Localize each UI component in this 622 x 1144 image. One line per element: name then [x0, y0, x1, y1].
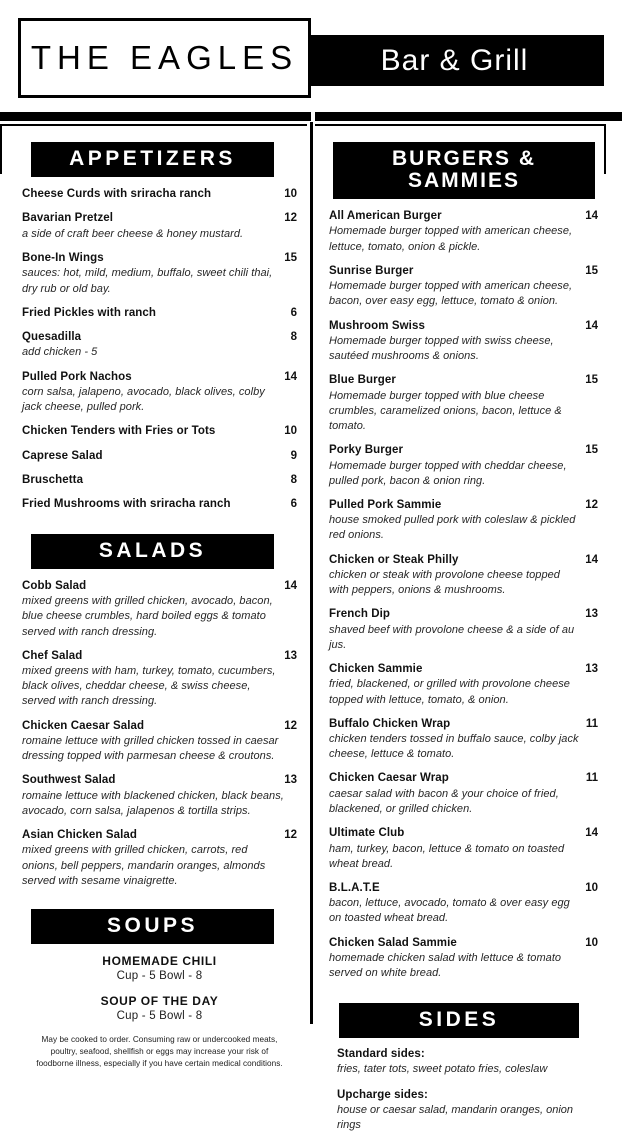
section-header-salads	[31, 534, 274, 569]
menu-item-head	[22, 424, 297, 438]
rule-thin-right	[315, 124, 606, 126]
menu-item-description: corn salsa, jalapeno, avocado, black olives, colby jack cheese, pulled pork.	[22, 385, 265, 414]
salads-list	[22, 579, 297, 889]
menu-item	[329, 607, 598, 653]
menu-item	[22, 649, 297, 710]
menu-item-name: Quesadilla	[22, 331, 82, 344]
menu-item	[22, 330, 297, 361]
menu-item-name: Cheese Curds with sriracha ranch	[22, 188, 212, 201]
tagline-text: Bar & Grill	[380, 43, 529, 77]
menu-item-price: 12	[284, 719, 297, 732]
menu-item-description: romaine lettuce with blackened chicken, black beans, avocado, corn salsa, jalapenos & tortilla strips.	[22, 789, 284, 817]
menu-item-price: 12	[284, 829, 297, 842]
menu-item-description: romaine lettuce with grilled chicken tossed in caesar dressing topped with parmesan cheese & croutons.	[22, 735, 279, 763]
menu-item-price: 12	[284, 212, 297, 225]
menu-item-head	[22, 828, 297, 842]
tagline-bar	[305, 35, 604, 86]
menu-item-head	[329, 264, 598, 278]
menu-item	[329, 826, 598, 872]
menu-item-name: All American Burger	[329, 210, 442, 223]
menu-item-price: 13	[284, 649, 297, 662]
menu-item-name: Asian Chicken Salad	[22, 829, 138, 842]
menu-item-head	[22, 370, 297, 384]
menu-item-price: 8	[290, 331, 297, 344]
menu-item-price: 13	[284, 774, 297, 787]
menu-item-description: caesar salad with bacon & your choice of fried, blackened, or grilled chicken.	[329, 787, 559, 815]
menu-item-description: shaved beef with provolone cheese & a side of au jus.	[329, 623, 575, 651]
column-divider	[310, 122, 313, 1024]
right-edge-rule	[604, 124, 606, 174]
menu-item-price: 6	[290, 498, 297, 511]
menu-item	[22, 251, 297, 297]
menu-item-name: Chicken Tenders with Fries or Tots	[22, 425, 216, 438]
menu-item-name: Mushroom Swiss	[329, 319, 425, 332]
menu-item-name: Fried Mushrooms with sriracha ranch	[22, 498, 231, 511]
menu-item-description: Homemade burger topped with american cheese, bacon, over easy egg, lettuce, tomato & onion.	[329, 280, 573, 308]
menu-item	[329, 553, 598, 599]
menu-item-price: 14	[585, 319, 598, 332]
menu-item-price: 15	[585, 444, 598, 457]
menu-item-name: Bruschetta	[22, 474, 84, 487]
menu-item-price: 12	[585, 498, 598, 511]
menu-item-name: Sunrise Burger	[329, 264, 414, 277]
menu-item-name: Caprese Salad	[22, 449, 103, 462]
menu-item	[22, 211, 297, 242]
menu-item-name: Chicken Caesar Wrap	[329, 772, 449, 785]
menu-item-head	[22, 773, 297, 787]
menu-item-description: Homemade burger topped with cheddar cheese, pulled pork, bacon & onion ring.	[329, 459, 567, 487]
menu-item-description: chicken or steak with provolone cheese topped with peppers, onions & mushrooms.	[329, 568, 560, 597]
menu-item-head	[329, 373, 598, 387]
soup-item-name: HOMEMADE CHILI	[102, 954, 217, 969]
menu-item-price: 9	[290, 449, 297, 462]
menu-item-description: sauces: hot, mild, medium, buffalo, sweet chili thai, dry rub or old bay.	[22, 267, 273, 295]
restaurant-logo	[18, 18, 311, 98]
menu-item-head	[22, 211, 297, 225]
menu-item-price: 10	[284, 425, 297, 438]
menu-item-head	[329, 826, 598, 840]
menu-item-name: Blue Burger	[329, 374, 396, 387]
menu-item-price: 10	[585, 881, 598, 894]
menu-item-head	[329, 881, 598, 895]
sides-group-value: house or caesar salad, mandarin oranges, onion rings	[337, 1103, 574, 1131]
sides-group-label: Upcharge sides:	[337, 1088, 428, 1101]
menu-item-description: add chicken - 5	[22, 346, 98, 359]
menu-item	[329, 443, 598, 489]
rule-thick-left	[0, 112, 311, 121]
menu-item-description: Homemade burger topped with blue cheese crumbles, caramelized onions, bacon, lettuce & tomato.	[329, 389, 562, 432]
menu-item-name: Chicken Salad Sammie	[329, 936, 457, 949]
health-disclaimer: May be cooked to order. Consuming raw or undercooked meats, poultry, seafood, shellfish or eggs may increase your risk of foodborne illness, especially if you have certain medical conditions.	[36, 1035, 283, 1068]
soup-item	[22, 994, 297, 1022]
menu-item-head	[329, 717, 598, 731]
menu-item-head	[22, 251, 297, 265]
sides-group-value: fries, tater tots, sweet potato fries, coleslaw	[337, 1063, 548, 1076]
menu-item	[329, 662, 598, 708]
menu-item	[329, 771, 598, 817]
soup-item-price: Cup - 5 Bowl - 8	[116, 1010, 203, 1023]
menu-item-price: 15	[585, 264, 598, 277]
menu-item-description: Homemade burger topped with swiss cheese, sautéed mushrooms & onions.	[329, 334, 554, 363]
menu-item-price: 10	[585, 936, 598, 949]
section-header-appetizers	[31, 142, 274, 177]
menu-item-name: Chef Salad	[22, 649, 83, 662]
menu-item-price: 13	[585, 608, 598, 621]
section-title-soups: SOUPS	[106, 913, 199, 937]
menu-item-name: Chicken or Steak Philly	[329, 553, 459, 566]
menu-item-price: 13	[585, 663, 598, 676]
menu-item	[329, 373, 598, 434]
menu-item-description: homemade chicken salad with lettuce & tomato served on white bread.	[329, 951, 562, 980]
menu-item-description: chicken tenders tossed in buffalo sauce, colby jack cheese, lettuce & tomato.	[329, 733, 579, 761]
menu-item	[329, 209, 598, 255]
menu-item-name: Chicken Caesar Salad	[22, 719, 145, 732]
menu-item-head	[22, 719, 297, 733]
menu-item-head	[329, 319, 598, 333]
menu-item-name: Fried Pickles with ranch	[22, 306, 157, 319]
menu-item-head	[22, 473, 297, 487]
menu-item-price: 15	[585, 374, 598, 387]
menu-item-name: Pulled Pork Sammie	[329, 498, 442, 511]
menu-item-head	[22, 187, 297, 201]
menu-item-head	[329, 498, 598, 512]
section-title-salads: SALADS	[98, 538, 207, 562]
menu-item-price: 14	[585, 210, 598, 223]
sides-group	[337, 1089, 598, 1133]
menu-item-head	[329, 607, 598, 621]
menu-item-head	[22, 649, 297, 663]
menu-item	[329, 498, 598, 544]
soup-item-name: SOUP OF THE DAY	[100, 994, 219, 1009]
menu-item-name: Southwest Salad	[22, 774, 116, 787]
menu-item-name: B.L.A.T.E	[329, 881, 380, 894]
menu-item-head	[329, 553, 598, 567]
menu-item-name: Ultimate Club	[329, 827, 405, 840]
menu-item-head	[22, 579, 297, 593]
section-title-appetizers: APPETIZERS	[69, 147, 236, 170]
menu-item-name: Bavarian Pretzel	[22, 212, 114, 225]
menu-item-name: French Dip	[329, 608, 391, 621]
menu-item-price: 10	[284, 188, 297, 201]
menu-item-name: Pulled Pork Nachos	[22, 370, 132, 383]
soup-item	[22, 954, 297, 982]
menu-item-name: Buffalo Chicken Wrap	[329, 717, 451, 730]
sides-group-label: Standard sides:	[337, 1048, 425, 1061]
menu-item-head	[22, 330, 297, 344]
menu-item-name: Chicken Sammie	[329, 663, 423, 676]
menu-item-head	[22, 449, 297, 463]
menu-item-head	[329, 443, 598, 457]
menu-item-description: mixed greens with grilled chicken, avocado, bacon, blue cheese crumbles, hard boiled eggs & tomato served with ranch dressing.	[22, 595, 273, 638]
menu-item-name: Cobb Salad	[22, 579, 87, 592]
left-edge-rule	[0, 124, 2, 174]
menu-item	[22, 187, 297, 201]
menu-item-price: 14	[585, 553, 598, 566]
section-header-burgers	[333, 142, 595, 199]
menu-item	[22, 449, 297, 463]
menu-item	[329, 717, 598, 763]
menu-item-head	[22, 497, 297, 511]
menu-item-price: 6	[290, 306, 297, 319]
menu-item	[22, 828, 297, 889]
menu-item-description: fried, blackened, or grilled with provolone cheese topped with lettuce, tomato, & onion.	[329, 678, 570, 706]
sides-group	[337, 1048, 598, 1077]
soups-list	[22, 954, 297, 1022]
masthead	[0, 0, 622, 112]
menu-item-head	[329, 662, 598, 676]
menu-item	[329, 319, 598, 365]
menu-item-description: ham, turkey, bacon, lettuce & tomato on toasted wheat bread.	[329, 842, 565, 870]
rule-thin-left	[0, 124, 307, 126]
menu-item-description: Homemade burger topped with american cheese, lettuce, tomato, onion & pickle.	[329, 225, 573, 253]
rule-thick-right	[315, 112, 622, 121]
menu-item-description: a side of craft beer cheese & honey mustard.	[22, 227, 244, 240]
menu-item	[22, 306, 297, 320]
menu-item	[22, 370, 297, 416]
appetizers-list	[22, 187, 297, 512]
menu-item-price: 8	[290, 474, 297, 487]
right-column	[311, 128, 622, 1144]
menu-item-head	[22, 306, 297, 320]
menu-item	[22, 719, 297, 765]
menu-item-description: house smoked pulled pork with coleslaw & pickled red onions.	[329, 514, 576, 542]
menu-item-head	[329, 771, 598, 785]
menu-item	[22, 424, 297, 438]
menu-item-price: 11	[585, 772, 598, 785]
menu-item	[329, 264, 598, 310]
menu-item-head	[329, 209, 598, 223]
menu-item	[22, 579, 297, 640]
section-header-soups	[31, 909, 274, 944]
menu-item	[22, 773, 297, 819]
menu-item	[22, 497, 297, 511]
menu-item-description: bacon, lettuce, avocado, tomato & over easy egg on toasted wheat bread.	[329, 897, 570, 925]
left-column	[0, 128, 311, 1070]
menu-item-price: 14	[585, 827, 598, 840]
menu-item	[22, 473, 297, 487]
menu-item	[329, 936, 598, 982]
restaurant-name: THE EAGLES	[30, 39, 299, 76]
menu-item-price: 14	[284, 579, 297, 592]
menu-item-name: Bone-In Wings	[22, 251, 104, 264]
menu-item-price: 14	[284, 370, 297, 383]
menu-item-description: mixed greens with ham, turkey, tomato, cucumbers, black olives, cheddar cheese, & swiss cheese, served with ranch dressing.	[22, 665, 276, 708]
sides-list	[329, 1048, 598, 1133]
menu-item-name: Porky Burger	[329, 444, 404, 457]
section-title-sides: SIDES	[418, 1008, 500, 1032]
menu-item-price: 15	[284, 251, 297, 264]
section-title-burgers: BURGERS & SAMMIES	[391, 147, 536, 193]
menu-item-price: 11	[585, 717, 598, 730]
section-header-sides	[339, 1003, 579, 1038]
menu-item-head	[329, 936, 598, 950]
menu-item-description: mixed greens with grilled chicken, carrots, red onions, bell peppers, mandarin oranges, almonds served with sesame vinaigrette.	[22, 844, 266, 887]
soup-item-price: Cup - 5 Bowl - 8	[116, 970, 203, 983]
menu-item	[329, 881, 598, 927]
burgers-list	[329, 209, 598, 981]
